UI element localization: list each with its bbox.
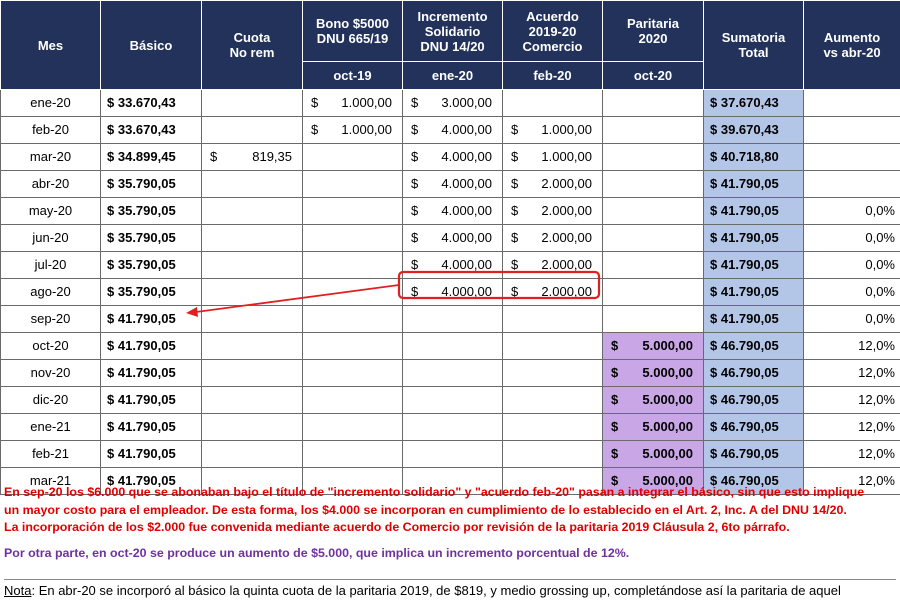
cell-value: 35.790,05 [117, 176, 176, 191]
cell-value: 41.790,05 [720, 284, 779, 299]
currency-symbol: $ [411, 176, 419, 191]
cell-value: 4.000,00 [441, 149, 492, 164]
cell-mes: feb-20 [1, 117, 101, 144]
cell-value: 46.790,05 [720, 446, 779, 461]
cell-paritaria [603, 144, 704, 171]
cell-acuerdo [503, 360, 603, 387]
currency-symbol: $ [710, 230, 718, 245]
col-date-acuerdo: feb-20 [503, 62, 603, 90]
col-header-cuota: Cuota No rem [202, 1, 303, 90]
cell-value: 2.000,00 [541, 257, 592, 272]
cell-value: 46.790,05 [720, 473, 779, 488]
cell-basico [101, 360, 202, 387]
table-row [1, 306, 900, 333]
cell-value: 41.790,05 [117, 365, 176, 380]
cell-aumento: 0,0% [804, 225, 900, 252]
cell-value: 4.000,00 [441, 122, 492, 137]
cell-value: 35.790,05 [117, 284, 176, 299]
cell-acuerdo [503, 306, 603, 333]
cell-basico [101, 306, 202, 333]
cell-basico [101, 90, 202, 117]
cell-cuota [202, 414, 303, 441]
cell-value: 35.790,05 [117, 230, 176, 245]
currency-symbol: $ [107, 311, 115, 326]
table-row [1, 279, 900, 306]
currency-symbol: $ [710, 176, 718, 191]
cell-incremento [403, 144, 503, 171]
cell-value: 5.000,00 [642, 473, 693, 488]
cell-value: 2.000,00 [541, 203, 592, 218]
cell-cuota [202, 360, 303, 387]
cell-cuota [202, 117, 303, 144]
cell-aumento: 0,0% [804, 198, 900, 225]
cell-bono [303, 225, 403, 252]
col-header-aumento: Aumento vs abr-20 [804, 1, 900, 90]
col-header-acuerdo: Acuerdo 2019-20 Comercio [503, 1, 603, 62]
currency-symbol: $ [710, 419, 718, 434]
currency-symbol: $ [107, 257, 115, 272]
cell-mes: may-20 [1, 198, 101, 225]
cell-bono [303, 360, 403, 387]
cell-incremento [403, 333, 503, 360]
cell-acuerdo [503, 171, 603, 198]
cell-value: 1.000,00 [541, 149, 592, 164]
currency-symbol: $ [107, 392, 115, 407]
table-body [1, 90, 900, 495]
col-header-incremento: Incremento Solidario DNU 14/20 [403, 1, 503, 62]
table-row [1, 171, 900, 198]
cell-mes: feb-21 [1, 441, 101, 468]
cell-cuota [202, 306, 303, 333]
cell-sumatoria [704, 225, 804, 252]
cell-bono [303, 387, 403, 414]
cell-incremento [403, 279, 503, 306]
cell-aumento: 0,0% [804, 279, 900, 306]
table-row [1, 441, 900, 468]
cell-aumento: 0,0% [804, 306, 900, 333]
cell-aumento: 12,0% [804, 414, 900, 441]
cell-basico [101, 387, 202, 414]
cell-mes: dic-20 [1, 387, 101, 414]
cell-value: 41.790,05 [720, 230, 779, 245]
cell-bono [303, 198, 403, 225]
cell-cuota [202, 171, 303, 198]
cell-value: 2.000,00 [541, 284, 592, 299]
cell-value: 1.000,00 [341, 122, 392, 137]
cell-bono [303, 414, 403, 441]
currency-symbol: $ [107, 122, 115, 137]
cell-aumento: 12,0% [804, 360, 900, 387]
cell-value: 39.670,43 [720, 122, 779, 137]
cell-paritaria [603, 333, 704, 360]
cell-acuerdo [503, 414, 603, 441]
cell-basico [101, 414, 202, 441]
cell-value: 4.000,00 [441, 230, 492, 245]
currency-symbol: $ [710, 122, 718, 137]
cell-aumento: 0,0% [804, 252, 900, 279]
cell-paritaria [603, 387, 704, 414]
footnote-label: Nota [4, 583, 32, 598]
cell-paritaria [603, 441, 704, 468]
currency-symbol: $ [107, 446, 115, 461]
cell-incremento [403, 90, 503, 117]
currency-symbol: $ [710, 392, 718, 407]
currency-symbol: $ [411, 284, 419, 299]
cell-basico [101, 171, 202, 198]
cell-value: 41.790,05 [720, 311, 779, 326]
currency-symbol: $ [611, 419, 619, 434]
cell-value: 46.790,05 [720, 365, 779, 380]
col-date-bono: oct-19 [303, 62, 403, 90]
cell-sumatoria [704, 387, 804, 414]
notes-section [4, 484, 896, 562]
cell-sumatoria [704, 252, 804, 279]
cell-value: 35.790,05 [117, 257, 176, 272]
currency-symbol: $ [511, 203, 519, 218]
table-row [1, 252, 900, 279]
cell-value: 46.790,05 [720, 392, 779, 407]
cell-paritaria [603, 306, 704, 333]
currency-symbol: $ [511, 230, 519, 245]
cell-mes: nov-20 [1, 360, 101, 387]
cell-mes: mar-20 [1, 144, 101, 171]
cell-value: 37.670,43 [720, 95, 779, 110]
currency-symbol: $ [411, 203, 419, 218]
note-red-line-3: La incorporación de los $2.000 fue convenida mediante acuerdo de Comercio por revisión de la paritaria 2019 Cláusula 2, 6to párrafo. [4, 520, 790, 534]
cell-sumatoria [704, 306, 804, 333]
cell-aumento: 12,0% [804, 468, 900, 495]
cell-mes: sep-20 [1, 306, 101, 333]
cell-acuerdo [503, 90, 603, 117]
cell-value: 46.790,05 [720, 419, 779, 434]
cell-mes: abr-20 [1, 171, 101, 198]
cell-incremento [403, 414, 503, 441]
cell-cuota [202, 387, 303, 414]
cell-incremento [403, 306, 503, 333]
cell-value: 41.790,05 [117, 311, 176, 326]
cell-basico [101, 441, 202, 468]
cell-acuerdo [503, 225, 603, 252]
cell-acuerdo [503, 117, 603, 144]
cell-aumento [804, 90, 900, 117]
cell-sumatoria [704, 333, 804, 360]
cell-bono [303, 441, 403, 468]
currency-symbol: $ [710, 311, 718, 326]
table-row [1, 117, 900, 144]
cell-sumatoria [704, 279, 804, 306]
cell-sumatoria [704, 441, 804, 468]
cell-cuota [202, 144, 303, 171]
cell-acuerdo [503, 198, 603, 225]
cell-acuerdo [503, 441, 603, 468]
cell-mes: ene-20 [1, 90, 101, 117]
currency-symbol: $ [710, 203, 718, 218]
cell-mes: ago-20 [1, 279, 101, 306]
cell-mes: oct-20 [1, 333, 101, 360]
currency-symbol: $ [411, 149, 419, 164]
cell-basico [101, 198, 202, 225]
cell-basico [101, 144, 202, 171]
cell-basico [101, 225, 202, 252]
cell-paritaria [603, 117, 704, 144]
currency-symbol: $ [107, 419, 115, 434]
cell-value: 1.000,00 [541, 122, 592, 137]
cell-acuerdo [503, 333, 603, 360]
cell-basico [101, 279, 202, 306]
cell-basico [101, 117, 202, 144]
cell-sumatoria [704, 90, 804, 117]
col-header-paritaria: Paritaria 2020 [603, 1, 704, 62]
currency-symbol: $ [611, 446, 619, 461]
cell-sumatoria [704, 144, 804, 171]
footnote [4, 579, 896, 599]
note-red-line-1: En sep-20 los $6.000 que se abonaban bajo el título de "incremento solidario" y "acuerdo feb-20" pasan a integrar el básico, sin que esto implique [4, 485, 865, 499]
cell-value: 2.000,00 [541, 176, 592, 191]
cell-value: 35.790,05 [117, 203, 176, 218]
cell-value: 4.000,00 [441, 203, 492, 218]
cell-paritaria [603, 414, 704, 441]
cell-value: 4.000,00 [441, 284, 492, 299]
cell-value: 41.790,05 [117, 338, 176, 353]
cell-sumatoria [704, 171, 804, 198]
cell-value: 4.000,00 [441, 257, 492, 272]
table-row [1, 90, 900, 117]
col-header-sumatoria: Sumatoria Total [704, 1, 804, 90]
cell-incremento [403, 252, 503, 279]
currency-symbol: $ [511, 257, 519, 272]
note-purple: Por otra parte, en oct-20 se produce un aumento de $5.000, que implica un incremento porcentual de 12%. [4, 545, 630, 560]
cell-basico [101, 333, 202, 360]
currency-symbol: $ [511, 149, 519, 164]
cell-value: 1.000,00 [341, 95, 392, 110]
cell-mes: ene-21 [1, 414, 101, 441]
currency-symbol: $ [611, 338, 619, 353]
cell-paritaria [603, 279, 704, 306]
cell-sumatoria [704, 198, 804, 225]
cell-bono [303, 171, 403, 198]
cell-bono [303, 90, 403, 117]
cell-incremento [403, 441, 503, 468]
cell-basico [101, 252, 202, 279]
currency-symbol: $ [311, 95, 319, 110]
cell-value: 5.000,00 [642, 446, 693, 461]
currency-symbol: $ [107, 473, 115, 488]
cell-cuota [202, 198, 303, 225]
cell-aumento: 12,0% [804, 387, 900, 414]
cell-aumento: 12,0% [804, 441, 900, 468]
cell-incremento [403, 360, 503, 387]
cell-cuota [202, 252, 303, 279]
cell-value: 46.790,05 [720, 338, 779, 353]
cell-cuota [202, 90, 303, 117]
footnote-text: : En abr-20 se incorporó al básico la quinta cuota de la paritaria 2019, de $819, y medio grossing up, completándose así la paritaria de aquel [31, 583, 841, 598]
currency-symbol: $ [411, 122, 419, 137]
cell-value: 41.790,05 [720, 257, 779, 272]
table-row [1, 387, 900, 414]
cell-cuota [202, 225, 303, 252]
cell-bono [303, 306, 403, 333]
cell-cuota [202, 279, 303, 306]
cell-sumatoria [704, 360, 804, 387]
cell-value: 5.000,00 [642, 392, 693, 407]
currency-symbol: $ [311, 122, 319, 137]
cell-mes: jul-20 [1, 252, 101, 279]
currency-symbol: $ [611, 473, 619, 488]
table-row [1, 144, 900, 171]
currency-symbol: $ [107, 338, 115, 353]
cell-incremento [403, 117, 503, 144]
cell-aumento [804, 117, 900, 144]
cell-value: 5.000,00 [642, 365, 693, 380]
currency-symbol: $ [611, 365, 619, 380]
table-row [1, 198, 900, 225]
cell-bono [303, 252, 403, 279]
cell-value: 41.790,05 [720, 176, 779, 191]
currency-symbol: $ [511, 284, 519, 299]
cell-incremento [403, 387, 503, 414]
currency-symbol: $ [107, 365, 115, 380]
cell-acuerdo [503, 144, 603, 171]
cell-value: 5.000,00 [642, 338, 693, 353]
cell-value: 4.000,00 [441, 176, 492, 191]
col-date-paritaria: oct-20 [603, 62, 704, 90]
currency-symbol: $ [210, 149, 218, 164]
currency-symbol: $ [107, 149, 115, 164]
cell-cuota [202, 333, 303, 360]
currency-symbol: $ [710, 446, 718, 461]
cell-aumento [804, 171, 900, 198]
currency-symbol: $ [611, 392, 619, 407]
currency-symbol: $ [710, 257, 718, 272]
currency-symbol: $ [107, 230, 115, 245]
cell-value: 41.790,05 [720, 203, 779, 218]
cell-acuerdo [503, 387, 603, 414]
currency-symbol: $ [511, 176, 519, 191]
cell-paritaria [603, 252, 704, 279]
cell-value: 2.000,00 [541, 230, 592, 245]
cell-incremento [403, 198, 503, 225]
currency-symbol: $ [710, 284, 718, 299]
col-header-basico: Básico [101, 1, 202, 90]
note-red-line-2: un mayor costo para el empleador. De esta forma, los $4.000 se incorporan en cumplimiento de lo establecido en el Art. 2, Inc. A del DNU 14/20. [4, 502, 847, 517]
cell-acuerdo [503, 279, 603, 306]
cell-paritaria [603, 171, 704, 198]
cell-aumento: 12,0% [804, 333, 900, 360]
currency-symbol: $ [710, 473, 718, 488]
cell-mes: mar-21 [1, 468, 101, 495]
currency-symbol: $ [411, 257, 419, 272]
currency-symbol: $ [710, 149, 718, 164]
currency-symbol: $ [107, 95, 115, 110]
cell-bono [303, 279, 403, 306]
cell-value: 40.718,80 [720, 149, 779, 164]
currency-symbol: $ [511, 122, 519, 137]
cell-paritaria [603, 90, 704, 117]
cell-acuerdo [503, 252, 603, 279]
table-row [1, 414, 900, 441]
cell-value: 41.790,05 [117, 419, 176, 434]
cell-paritaria [603, 225, 704, 252]
table-row [1, 360, 900, 387]
currency-symbol: $ [710, 365, 718, 380]
cell-bono [303, 333, 403, 360]
cell-sumatoria [704, 117, 804, 144]
currency-symbol: $ [107, 284, 115, 299]
cell-bono [303, 117, 403, 144]
cell-incremento [403, 171, 503, 198]
cell-cuota [202, 441, 303, 468]
cell-value: 41.790,05 [117, 473, 176, 488]
table-header [1, 1, 900, 90]
cell-value: 5.000,00 [642, 419, 693, 434]
cell-paritaria [603, 360, 704, 387]
currency-symbol: $ [710, 338, 718, 353]
cell-sumatoria [704, 414, 804, 441]
cell-paritaria [603, 198, 704, 225]
cell-value: 3.000,00 [441, 95, 492, 110]
currency-symbol: $ [411, 95, 419, 110]
cell-value: 34.899,45 [117, 149, 176, 164]
col-date-incremento: ene-20 [403, 62, 503, 90]
cell-value: 819,35 [252, 149, 292, 164]
currency-symbol: $ [107, 176, 115, 191]
currency-symbol: $ [107, 203, 115, 218]
table-row [1, 333, 900, 360]
cell-value: 33.670,43 [117, 95, 176, 110]
currency-symbol: $ [710, 95, 718, 110]
cell-value: 41.790,05 [117, 392, 176, 407]
currency-symbol: $ [411, 230, 419, 245]
table-row [1, 225, 900, 252]
cell-mes: jun-20 [1, 225, 101, 252]
col-header-bono: Bono $5000 DNU 665/19 [303, 1, 403, 62]
cell-bono [303, 144, 403, 171]
cell-value: 41.790,05 [117, 446, 176, 461]
cell-aumento [804, 144, 900, 171]
cell-value: 33.670,43 [117, 122, 176, 137]
col-header-mes: Mes [1, 1, 101, 90]
cell-incremento [403, 225, 503, 252]
